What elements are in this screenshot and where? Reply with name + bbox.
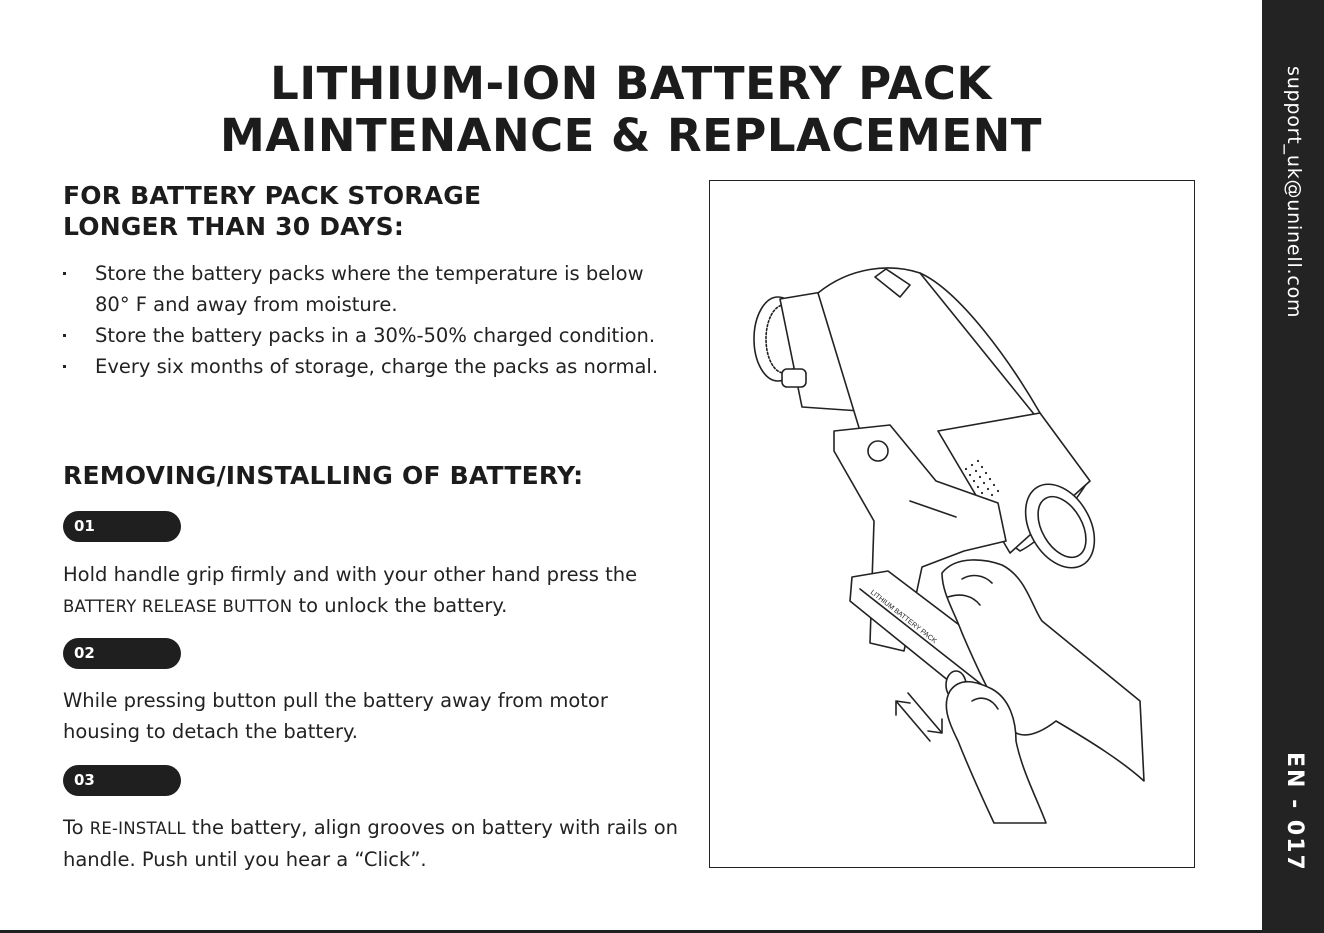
storage-bullet-list [63, 258, 663, 382]
storage-heading [63, 180, 481, 242]
step-3-text [63, 812, 683, 875]
page-title [0, 58, 1262, 162]
nozzle-button [782, 369, 806, 387]
step-1-text-b: to unlock the battery. [292, 594, 508, 617]
storage-bullet-1: Store the battery packs where the temperature is below 80° F and away from moisture. [63, 258, 663, 320]
storage-heading-line-1: FOR BATTERY PACK STORAGE [63, 181, 482, 210]
illustration-frame [709, 180, 1195, 868]
removing-heading: REMOVING/INSTALLING OF BATTERY: [63, 461, 584, 490]
arrow-in [908, 693, 942, 733]
battery-release-button-term: BATTERY RELEASE BUTTON [63, 597, 293, 616]
storage-heading-line-2: LONGER THAN 30 DAYS: [63, 212, 405, 241]
vacuum-battery-illustration [710, 181, 1196, 869]
step-2-badge: 02 [63, 638, 181, 669]
step-1-badge: 01 [63, 511, 181, 542]
step-3-badge: 03 [63, 765, 181, 796]
step-1-text-a: Hold handle grip firmly and with your other hand press the [63, 563, 638, 586]
page-number: EN - 017 [1282, 752, 1307, 872]
support-email: support_uk@uninell.com [1283, 66, 1305, 319]
re-install-term: RE-INSTALL [89, 819, 186, 838]
step-1-text [63, 559, 683, 622]
arrow-out [896, 701, 930, 741]
storage-bullet-2: Store the battery packs in a 30%-50% charged condition. [63, 320, 663, 351]
page-title-line-1: LITHIUM-ION BATTERY PACK [270, 57, 992, 110]
page-title-line-2: MAINTENANCE & REPLACEMENT [220, 109, 1042, 162]
step-3-text-b: the battery, align grooves on battery with rails on handle. Push until you hear a “Click”. [63, 816, 679, 871]
step-3-text-a: To [63, 816, 90, 839]
storage-bullet-3: Every six months of storage, charge the packs as normal. [63, 351, 663, 382]
battery-pack-label: LITHIUM BATTERY PACK [868, 589, 938, 646]
step-2-text: While pressing button pull the battery away from motor housing to detach the battery. [63, 689, 608, 743]
handle-button [868, 441, 888, 461]
